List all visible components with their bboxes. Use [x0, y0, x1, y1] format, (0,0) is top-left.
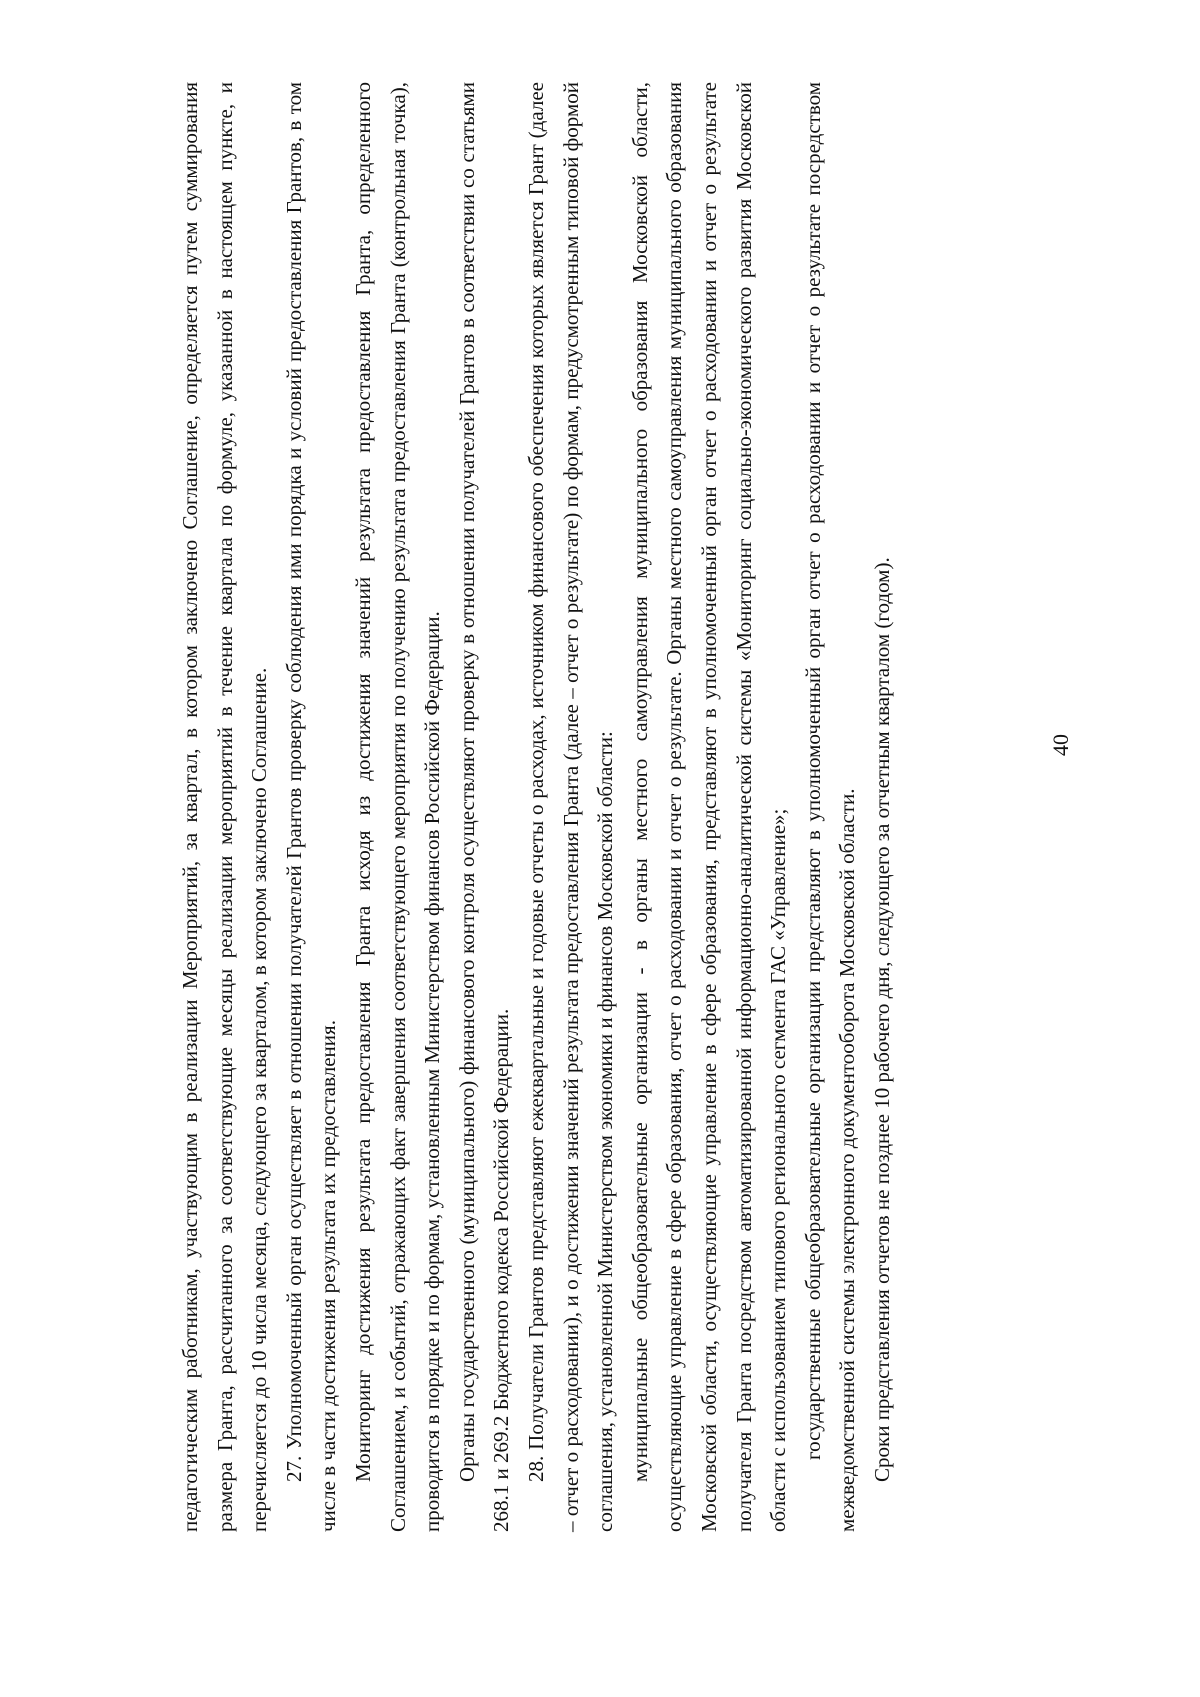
paragraph-6: муниципальные общеобразовательные организации - в органы местного самоуправления муниципального образования Московской области, осуществляющие управление в сфере образования, отчет о расходовании и отчет о результате. Органы местного самоуправления муниципального образования Московской области, осуществляющие управление в сфере образования, представляют в уполномоченный орган отчет о расходовании и отчет о результате получателя Гранта посредством автоматизированной информационно-аналитической системы «Мониторинг социально-экономического развития Московской области с использованием типового регионального сегмента ГАС «Управление»;: [627, 82, 791, 1532]
paragraph-8: Сроки представления отчетов не позднее 10 рабочего дня, следующего за отчетным кварталом (годом).: [869, 557, 894, 1482]
paragraph-7: государственные общеобразовательные организации представляют в уполномоченный орган отчет о расходовании и отчет о результате посредством межведомственной системы электронного документооборота Московской области.: [800, 82, 860, 1532]
paragraph-5: 28. Получатели Грантов представляют ежеквартальные и годовые отчеты о расходах, источником финансового обеспечения которых является Грант (далее – отчет о расходовании), и о достижении значений результата предоставления Гранта (далее – отчет о результате) по формам, предусмотренным типовой формой соглашения, установленной Министерством экономики и финансов Московской области:: [523, 82, 618, 1532]
paragraph-1: педагогическим работникам, участвующим в реализации Мероприятий, за квартал, в котором заключено Соглашение, определяется путем суммирования размера Гранта, рассчитанного за соответствующие месяцы реализации мероприятий в течение квартала по формуле, указанной в настоящем пункте, и перечисляется до 10 числа месяца, следующего за кварталом, в котором заключено Соглашение.: [178, 82, 272, 1532]
document-body: [173, 82, 1063, 1532]
page-number: 40: [1048, 734, 1073, 756]
paragraph-3: Мониторинг достижения результата предоставления Гранта исходя из достижения значений результата предоставления Гранта, определенного Соглашением, и событий, отражающих факт завершения соответствующего мероприятия по получению результата предоставления Гранта (контрольная точка), проводится в порядке и по формам, установленным Министерством финансов Российской Федерации.: [350, 82, 445, 1532]
paragraph-4: Органы государственного (муниципального) финансового контроля осуществляют проверку в отношении получателей Грантов в соответствии со статьями 268.1 и 269.2 Бюджетного кодекса Российской Федерации.: [454, 82, 514, 1532]
paragraph-2: 27. Уполномоченный орган осуществляет в отношении получателей Грантов проверку соблюдения ими порядка и условий предоставления Грантов, в том числе в части достижения результата их предоставления.: [281, 82, 341, 1532]
